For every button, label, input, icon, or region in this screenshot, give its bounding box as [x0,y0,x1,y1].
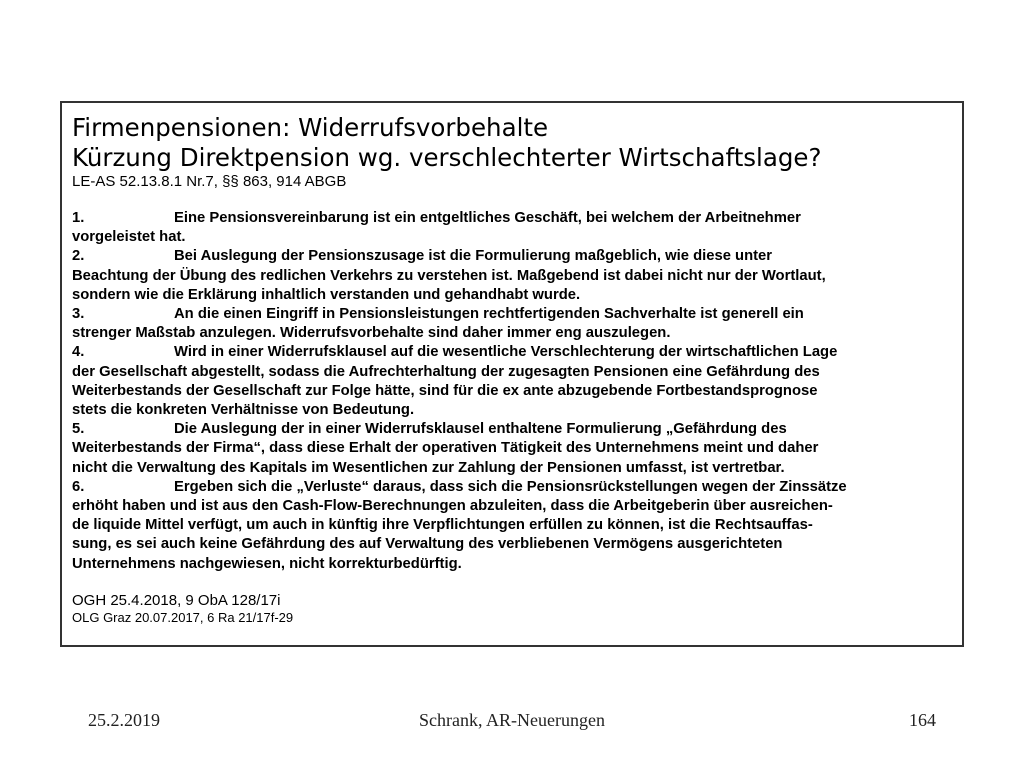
points-list [72,209,952,574]
point-continuation-line: erhöht haben und ist aus den Cash-Flow-Berechnungen abzuleiten, dass die Arbeitgeberin über ausreichen- [72,498,833,515]
point-continuation-line: Weiterbestands der Firma“, dass diese Erhalt der operativen Tätigkeit des Unternehmens meint und daher [72,440,819,457]
list-item [72,420,952,478]
point-continuation-line: Beachtung der Übung des redlichen Verkehrs zu verstehen ist. Maßgebend ist dabei nicht nur der Wortlaut, [72,267,826,284]
point-first-line [72,478,952,497]
point-text: Wird in einer Widerrufsklausel auf die wesentliche Verschlechterung der wirtschaftlichen Lage [174,344,838,361]
point-continuation-line: sung, es sei auch keine Gefährdung des auf Verwaltung des verbliebenen Vermögens ausgerichteten [72,536,783,553]
slide-title-line-2: Kürzung Direktpension wg. verschlechterter Wirtschaftslage? [72,143,822,172]
slide-title-line-1: Firmenpensionen: Widerrufsvorbehalte [72,113,549,142]
list-item [72,305,952,343]
point-first-line [72,209,952,228]
point-number: 5. [72,421,85,438]
point-text: Ergeben sich die „Verluste“ daraus, dass sich die Pensionsrückstellungen wegen der Zinssätze [174,478,847,495]
legal-reference: LE-AS 52.13.8.1 Nr.7, §§ 863, 914 ABGB [72,173,347,190]
point-continuation-line: Weiterbestands der Gesellschaft zur Folge hätte, sind für die ex ante abzugebende Fortbestandsprognose [72,382,818,399]
list-item [72,247,952,305]
point-continuation-line: nicht die Verwaltung des Kapitals im Wesentlichen zur Zahlung der Pensionen umfasst, ist vertretbar. [72,459,785,476]
list-item [72,343,952,420]
point-text: An die einen Eingriff in Pensionsleistungen rechtfertigenden Sachverhalte ist generell ein [174,306,804,323]
footer-author: Schrank, AR-Neuerungen [419,710,605,730]
court-reference-olg: OLG Graz 20.07.2017, 6 Ra 21/17f-29 [72,609,294,625]
content-box [60,101,964,647]
point-continuation-line: Unternehmens nachgewiesen, nicht korrekturbedürftig. [72,555,462,572]
point-continuation-line: der Gesellschaft abgestellt, sodass die Aufrechterhaltung der zugesagten Pensionen eine Gefährdung des [72,363,820,380]
point-first-line [72,305,952,324]
point-continuation-line: stets die konkreten Verhältnisse von Bedeutung. [72,402,415,419]
point-first-line [72,247,952,266]
point-text: Eine Pensionsvereinbarung ist ein entgeltliches Geschäft, bei welchem der Arbeitnehmer [174,210,801,226]
point-first-line [72,343,952,362]
list-item [72,209,952,247]
point-text: Bei Auslegung der Pensionszusage ist die Formulierung maßgeblich, wie diese unter [174,248,773,265]
point-continuation-line: de liquide Mittel verfügt, um auch in künftig ihre Verpflichtungen erfüllen zu können, ist die Rechtsauffas- [72,517,813,534]
point-continuation-line: vorgeleistet hat. [72,229,186,246]
point-number: 3. [72,306,85,323]
footer-date: 25.2.2019 [88,710,160,730]
point-continuation-line: sondern wie die Erklärung inhaltlich verstanden und gehandhabt wurde. [72,286,581,303]
point-text: Die Auslegung der in einer Widerrufsklausel enthaltene Formulierung „Gefährdung des [174,421,787,438]
point-continuation-line: strenger Maßstab anzulegen. Widerrufsvorbehalte sind daher immer eng auszulegen. [72,325,671,342]
point-number: 2. [72,248,85,265]
list-item [72,478,952,574]
footer-page-number: 164 [909,710,936,730]
point-number: 4. [72,344,85,361]
point-number: 1. [72,210,85,226]
point-number: 6. [72,478,85,495]
point-first-line [72,420,952,439]
court-reference-ogh: OGH 25.4.2018, 9 ObA 128/17i [72,591,281,609]
